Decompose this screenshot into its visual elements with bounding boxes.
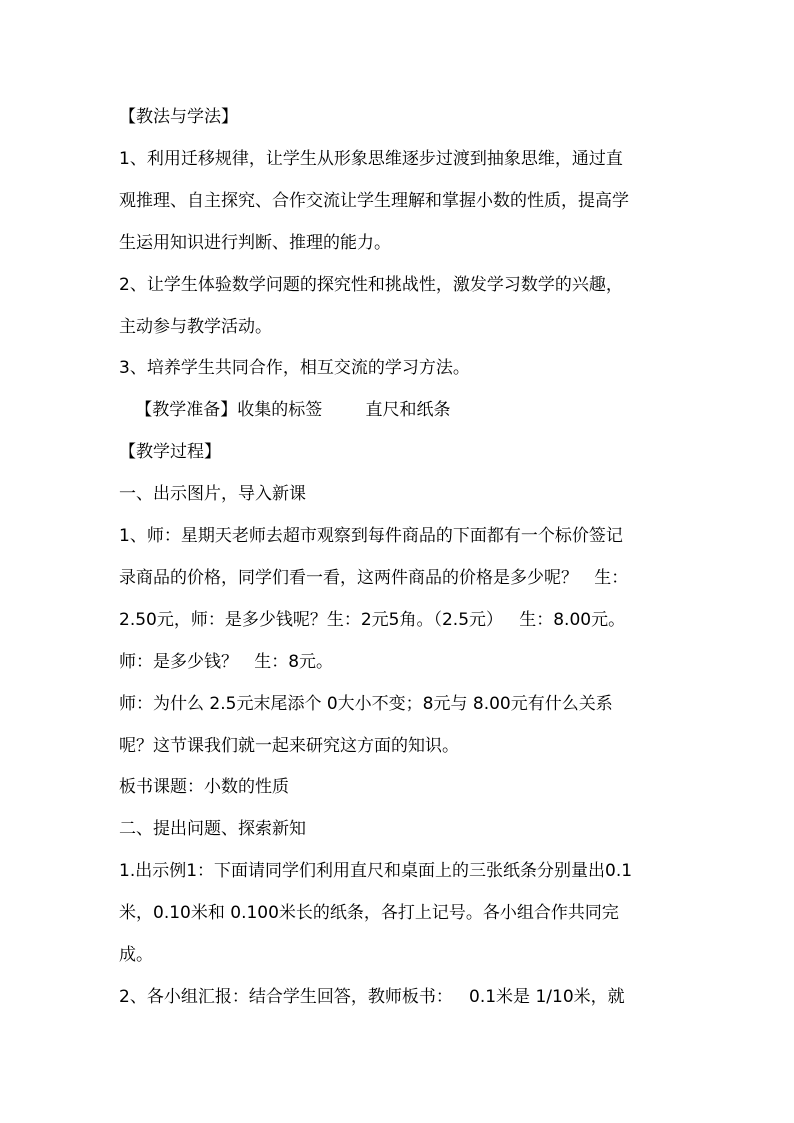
heading-teaching-preparation: 【教学准备】收集的标签 直尺和纸条 [119,400,451,420]
paragraph-line: 1、利用迁移规律，让学生从形象思维逐步过渡到抽象思维，通过直 [119,149,623,169]
heading-teaching-methods: 【教法与学法】 [119,107,238,127]
section-heading: 二、提出问题、探索新知 [119,819,306,839]
paragraph-line: 1、师：星期天老师去超市观察到每件商品的下面都有一个标价签记 [119,526,623,546]
paragraph-line: 师：为什么 2.5元末尾添个 0大小不变；8元与 8.00元有什么关系 [119,694,613,714]
paragraph-line: 生运用知识进行判断、推理的能力。 [119,233,391,253]
paragraph-line: 米，0.10米和 0.100米长的纸条，各打上记号。各小组合作共同完 [119,903,619,923]
heading-teaching-process: 【教学过程】 [119,442,221,462]
paragraph-line: 2、让学生体验数学问题的探究性和挑战性，激发学习数学的兴趣， [119,275,623,295]
paragraph-line: 成。 [119,945,153,965]
paragraph-line: 3、培养学生共同合作，相互交流的学习方法。 [119,358,470,378]
paragraph-line: 2.50元，师：是多少钱呢？生：2元5角。（2.5元） 生：8.00元。 [119,610,626,630]
paragraph-line: 观推理、自主探究、合作交流让学生理解和掌握小数的性质，提高学 [119,191,629,211]
paragraph-line: 录商品的价格，同学们看一看，这两件商品的价格是多少呢？ 生： [119,568,629,588]
paragraph-line: 1.出示例1：下面请同学们利用直尺和桌面上的三张纸条分别量出0.1 [119,861,633,881]
board-title-line: 板书课题：小数的性质 [119,777,289,797]
paragraph-line: 师：是多少钱？ 生：8元。 [119,652,334,672]
paragraph-line: 2、各小组汇报：结合学生回答，教师板书： 0.1米是 1/10米，就 [119,987,625,1007]
section-heading: 一、出示图片，导入新课 [119,484,306,504]
paragraph-line: 呢？这节课我们就一起来研究这方面的知识。 [119,736,459,756]
paragraph-line: 主动参与教学活动。 [119,317,272,337]
